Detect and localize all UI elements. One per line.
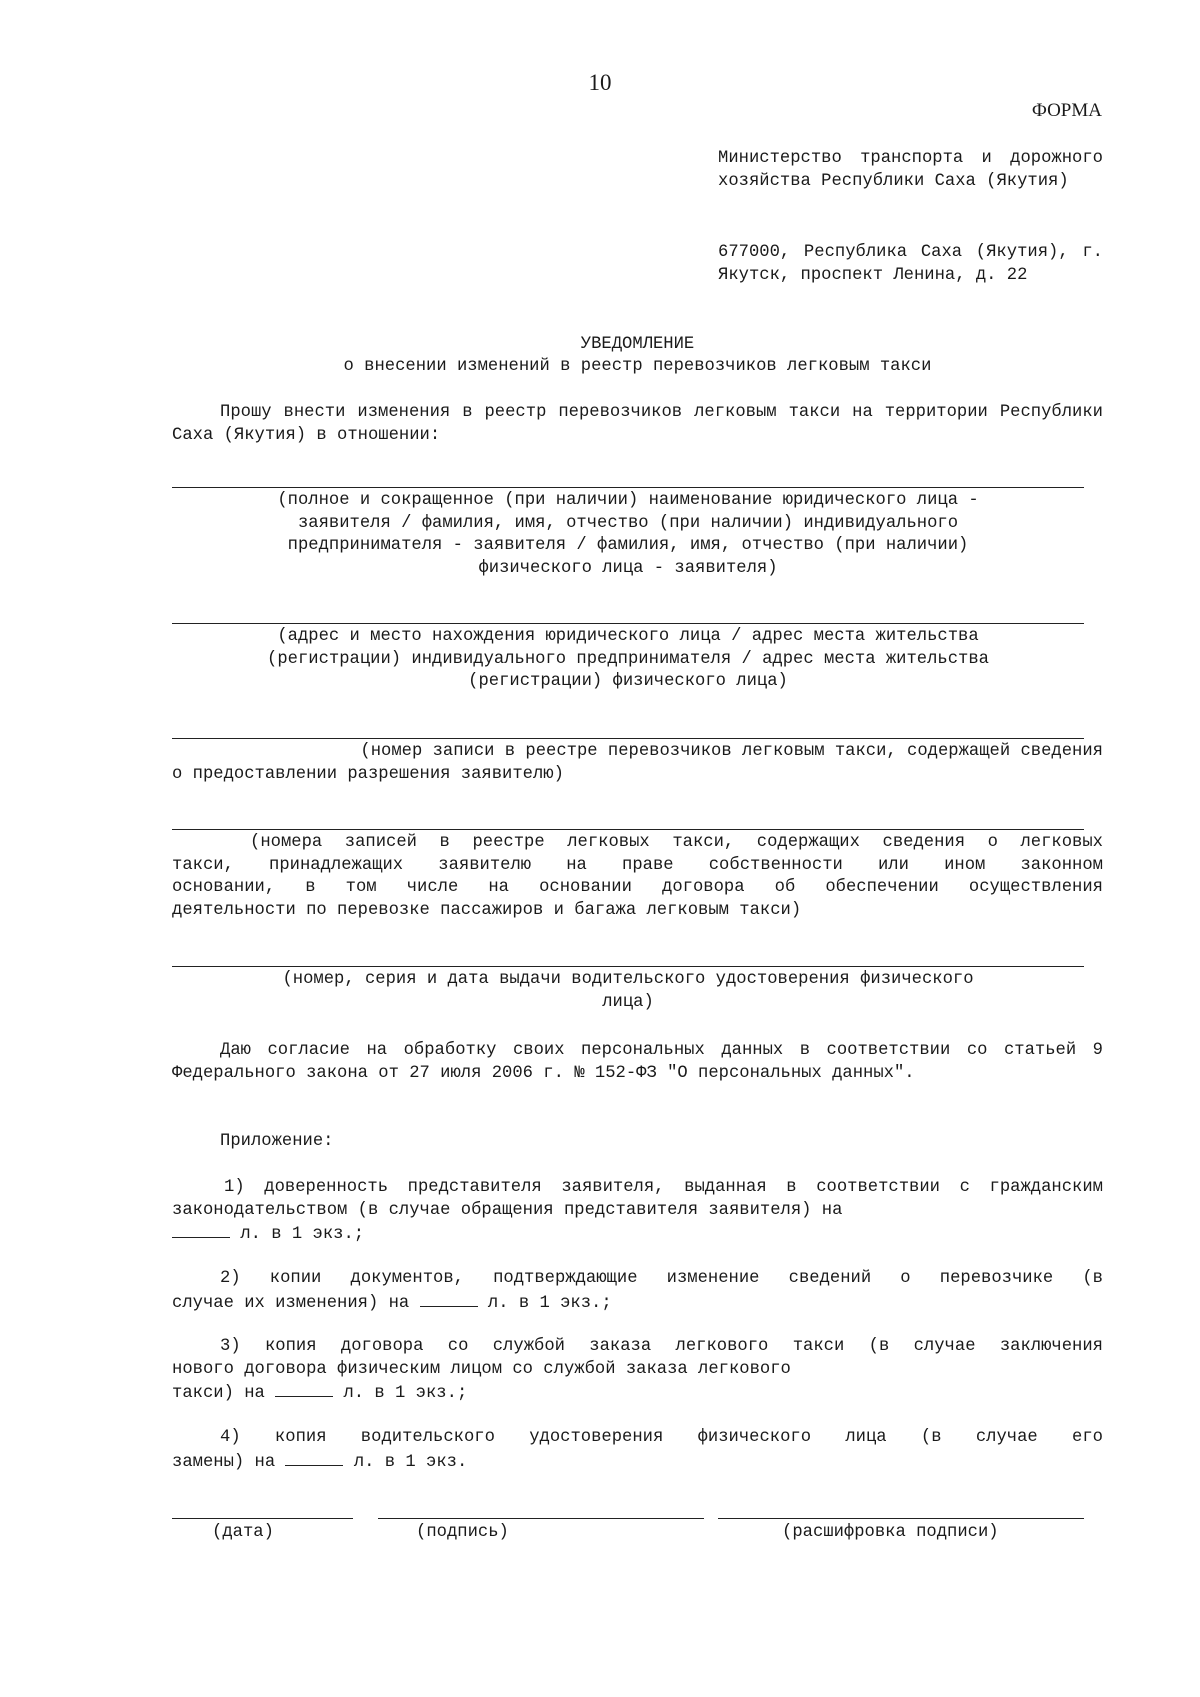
consent-text: Даю согласие на обработку своих персональных данных в соответствии со статьей 9 Федерального закона от 27 июля 2006 г. № 152-ФЗ "О персональных данных".	[172, 1041, 1103, 1083]
page-number: 10	[588, 70, 612, 95]
applicant-name-line[interactable]	[172, 487, 1084, 488]
addressee-name: Министерство транспорта и дорожного хозяйства Республики Саха (Якутия)	[718, 149, 1103, 191]
appendix-item-4: 4) копия водительского удостоверения физического лица (в случае его замены) на л. в 1 экз.	[172, 1428, 1103, 1472]
document-subtitle: о внесении изменений в реестр перевозчиков легковым такси	[343, 357, 932, 376]
appendix-item-1-pages-blank[interactable]	[172, 1222, 230, 1238]
signature-label: (подпись)	[416, 1523, 509, 1542]
appendix-title: Приложение:	[220, 1132, 334, 1151]
appendix-item-3-pages-blank[interactable]	[275, 1381, 333, 1397]
addressee-address: 677000, Республика Саха (Якутия), г. Якутск, проспект Ленина, д. 22	[718, 243, 1103, 285]
date-line[interactable]	[172, 1518, 353, 1519]
signature-decoding-line[interactable]	[718, 1518, 1084, 1519]
signature-line[interactable]	[378, 1518, 704, 1519]
date-label: (дата)	[212, 1523, 274, 1542]
carrier-registry-number-caption: (номер записи в реестре перевозчиков легковым такси, содержащей сведения о предоставлении разрешения заявителю)	[172, 742, 1103, 784]
signature-decoding-label: (расшифровка подписи)	[782, 1523, 999, 1542]
applicant-address-caption: (адрес и место нахождения юридического лица / адрес места жительства (регистрации) индивидуального предпринимателя / адрес места жительства (регистрации) физического лица)	[267, 627, 989, 691]
appendix-item-1: 1) доверенность представителя заявителя, выданная в соответствии с гражданским законодательством (в случае обращения представителя заявителя) на л. в 1 экз.;	[172, 1178, 1103, 1244]
appendix-item-4-pages-blank[interactable]	[285, 1450, 343, 1466]
carrier-registry-number-line[interactable]	[172, 738, 1084, 739]
appendix-item-2: 2) копии документов, подтверждающие изменение сведений о перевозчике (в случае их изменения) на л. в 1 экз.;	[172, 1269, 1103, 1313]
taxi-registry-numbers-line[interactable]	[172, 829, 1084, 830]
driver-license-line[interactable]	[172, 966, 1084, 967]
form-label: ФОРМА	[1031, 100, 1102, 121]
applicant-name-caption: (полное и сокращенное (при наличии) наименование юридического лица - заявителя / фамилия, имя, отчество (при наличии) индивидуального предпринимателя - заявителя / фамилия, имя, отчество (при наличии) физического лица - заявителя)	[277, 491, 979, 578]
taxi-registry-numbers-caption: (номера записей в реестре легковых такси, содержащих сведения о легковых такси, принадлежащих заявителю на праве собственности или ином законном основании, в том числе на основании договора об обеспечении осуществления деятельности по перевозке пассажиров и багажа легковым такси)	[172, 833, 1103, 920]
driver-license-caption: (номер, серия и дата выдачи водительского удостоверения физического лица)	[282, 970, 974, 1012]
appendix-item-3: 3) копия договора со службой заказа легкового такси (в случае заключения нового договора физическим лицом со службой заказа легкового такси) на л. в 1 экз.;	[172, 1337, 1103, 1403]
applicant-address-line[interactable]	[172, 623, 1084, 624]
request-text: Прошу внести изменения в реестр перевозчиков легковым такси на территории Республики Саха (Якутия) в отношении:	[172, 403, 1103, 445]
document-title: УВЕДОМЛЕНИЕ	[580, 335, 695, 354]
appendix-item-2-pages-blank[interactable]	[420, 1291, 478, 1307]
